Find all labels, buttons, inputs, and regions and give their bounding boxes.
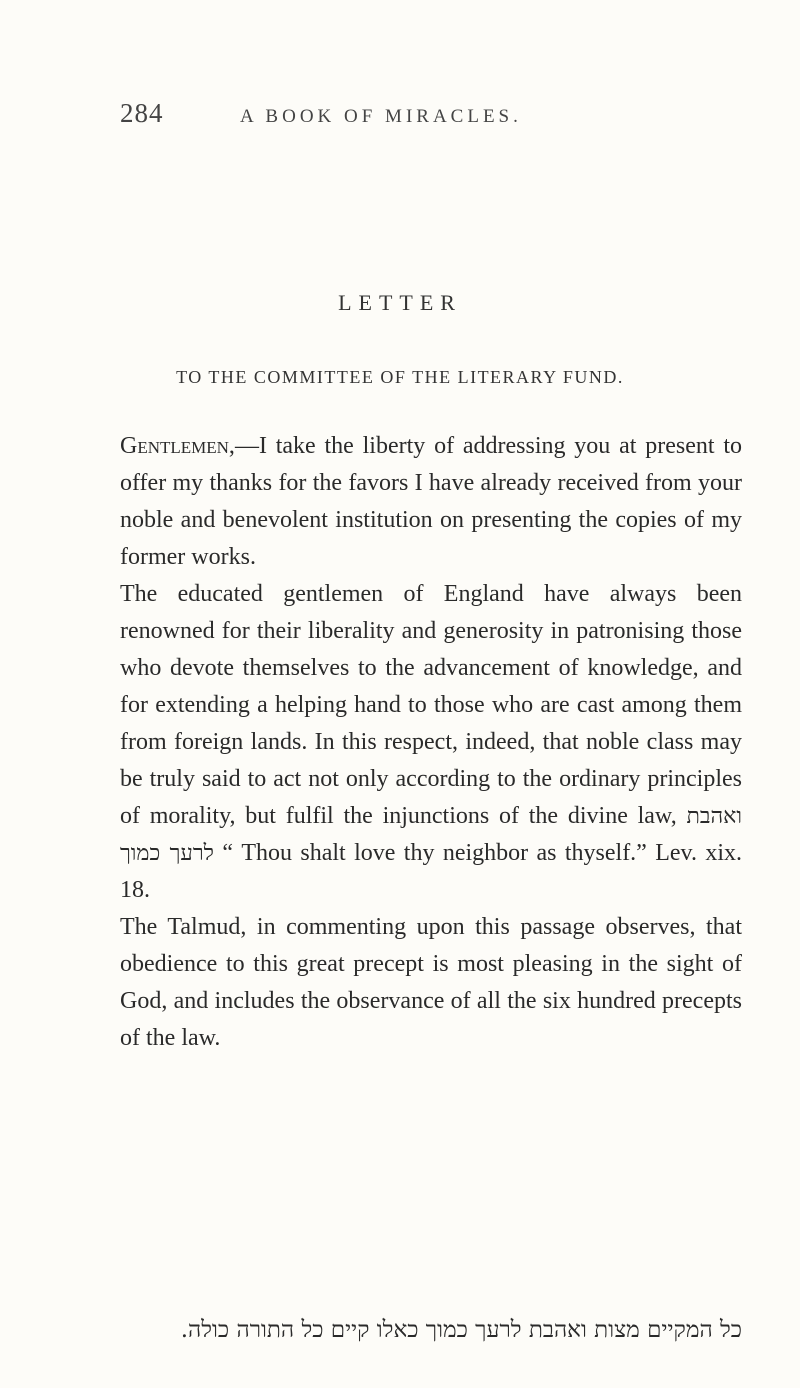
paragraph-2-quote: “ Thou shalt love thy neighbor as thyself.” Lev. xix. 18. <box>120 840 743 903</box>
paragraph-2-text: The educated gentlemen of England have always been renowned for their liberality and generosity in patronising those who devote themselves to the advancement of knowledge, and for extending a helping hand to those who are cast among them from foreign lands. In this respect, indeed, that noble class may be truly said to act not only according to the ordinary principles of morality, but fulfil the injunctions of the divine law, <box>120 581 742 829</box>
paragraph-2 <box>120 576 742 909</box>
letter-subtitle: TO THE COMMITTEE OF THE LITERARY FUND. <box>176 367 624 387</box>
letter-title: LETTER <box>338 290 462 315</box>
hebrew-passage: כל המקיים מצות ואהבת לרעך כמוך כאלו קיים כל התורה כולה. <box>180 1317 742 1343</box>
running-head: A BOOK OF MIRACLES. <box>240 106 522 127</box>
salutation: Gentlemen, <box>120 433 235 459</box>
paragraph-1 <box>120 428 742 576</box>
page-number: 284 <box>120 98 164 128</box>
paragraph-3-text: The Talmud, in commenting upon this passage observes, that obedience to this great precept is most pleasing in the sight of God, and includes the observance of all the six hundred precepts of the law. <box>120 914 742 1051</box>
letter-body <box>120 428 742 1057</box>
hebrew-quote: ואהבת לרעך כמוך <box>120 804 743 866</box>
paragraph-3 <box>120 909 742 1057</box>
paragraph-1-text: —I take the liberty of addressing you at present to offer my thanks for the favors I have already received from your noble and benevolent institution on presenting the copies of my former works. <box>120 433 742 570</box>
page-header <box>120 98 740 138</box>
